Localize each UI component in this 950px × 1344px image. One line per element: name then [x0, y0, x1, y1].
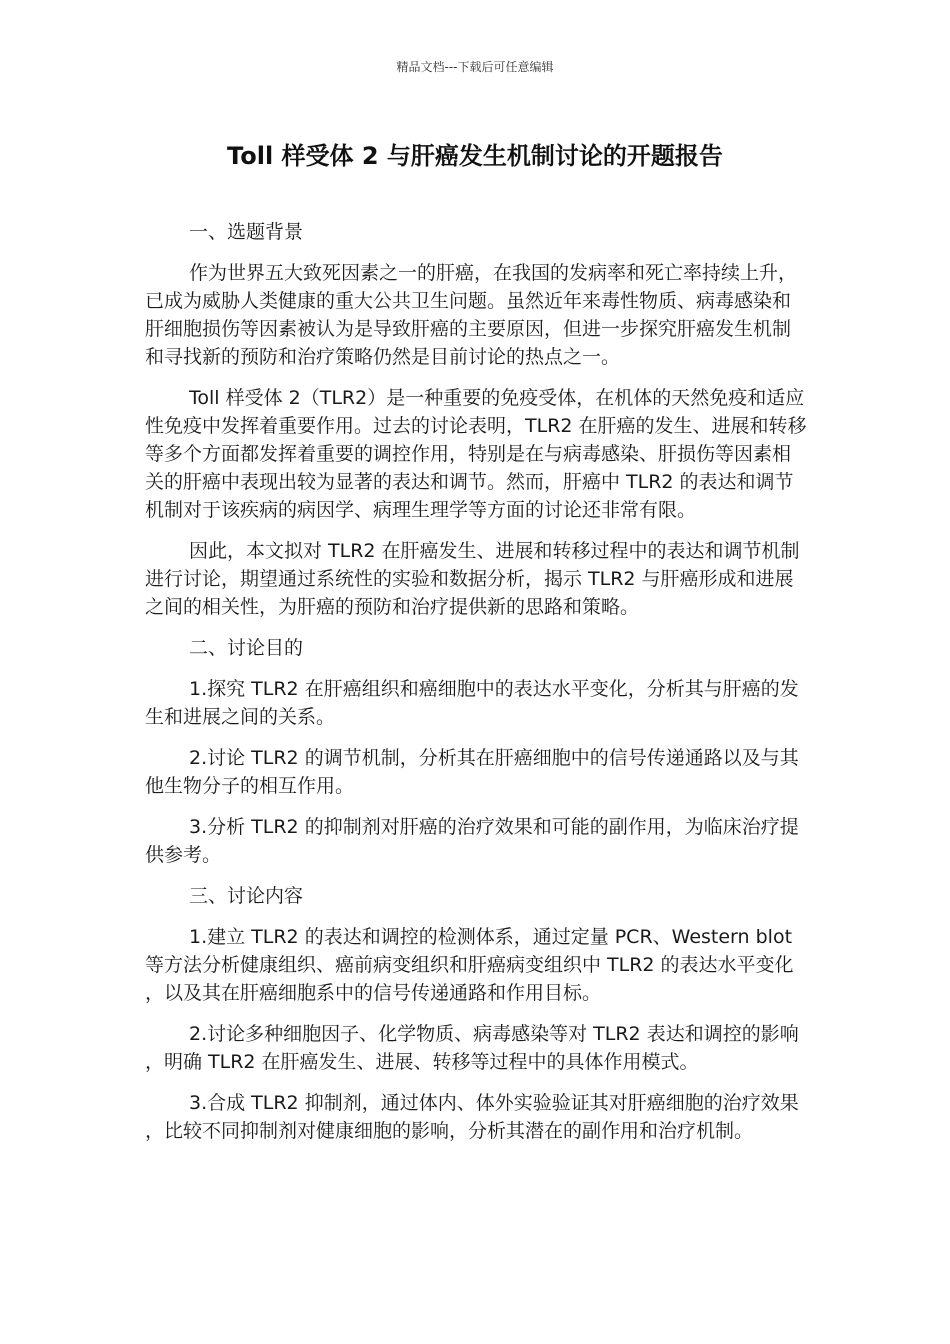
section-objectives: [145, 634, 809, 869]
section-content: [145, 882, 809, 1145]
paragraph: 因此，本文拟对 TLR2 在肝癌发生、进展和转移过程中的表达和调节机制进行讨论，期望通过系统性的实验和数据分析，揭示 TLR2 与肝癌形成和进展之间的相关性，为肝癌的预防和治疗提供新的思路和策略。: [145, 540, 800, 618]
section-background: [145, 218, 809, 621]
page-header: 精品文档---下载后可任意编辑: [396, 60, 554, 74]
document-body: [145, 218, 809, 1158]
section-heading: 一、选题背景: [189, 221, 304, 243]
paragraph: Toll 样受体 2（TLR2）是一种重要的免疫受体，在机体的天然免疫和适应性免疫中发挥着重要作用。过去的讨论表明，TLR2 在肝癌的发生、进展和转移等多个方面都发挥着重要的调控作用，特别是在与病毒感染、肝损伤等因素相关的肝癌中表现出较为显著的表达和调节。然而，肝癌中 TLR2 的表达和调节机制对于该疾病的病因学、病理生理学等方面的讨论还非常有限。: [145, 387, 807, 521]
list-item: 1.建立 TLR2 的表达和调控的检测体系，通过定量 PCR、Western blot 等方法分析健康组织、癌前病变组织和肝癌病变组织中 TLR2 的表达水平变化，以及其在肝癌细胞系中的信号传递通路和作用目标。: [145, 926, 794, 1004]
section-heading: 三、讨论内容: [189, 885, 304, 907]
section-heading: 二、讨论目的: [189, 637, 304, 659]
list-item: 3.分析 TLR2 的抑制剂对肝癌的治疗效果和可能的副作用，为临床治疗提供参考。: [145, 816, 799, 866]
document-title: Toll 样受体 2 与肝癌发生机制讨论的开题报告: [227, 142, 723, 170]
list-item: 2.讨论多种细胞因子、化学物质、病毒感染等对 TLR2 表达和调控的影响，明确 TLR2 在肝癌发生、进展、转移等过程中的具体作用模式。: [145, 1023, 799, 1073]
list-item: 2.讨论 TLR2 的调节机制，分析其在肝癌细胞中的信号传递通路以及与其他生物分子的相互作用。: [145, 747, 799, 797]
list-item: 3.合成 TLR2 抑制剂，通过体内、体外实验验证其对肝癌细胞的治疗效果，比较不同抑制剂对健康细胞的影响，分析其潜在的副作用和治疗机制。: [145, 1092, 799, 1142]
paragraph: 作为世界五大致死因素之一的肝癌，在我国的发病率和死亡率持续上升，已成为威胁人类健康的重大公共卫生问题。虽然近年来毒性物质、病毒感染和肝细胞损伤等因素被认为是导致肝癌的主要原因，但进一步探究肝癌发生机制和寻找新的预防和治疗策略仍然是目前讨论的热点之一。: [145, 262, 798, 368]
list-item: 1.探究 TLR2 在肝癌组织和癌细胞中的表达水平变化，分析其与肝癌的发生和进展之间的关系。: [145, 678, 799, 728]
